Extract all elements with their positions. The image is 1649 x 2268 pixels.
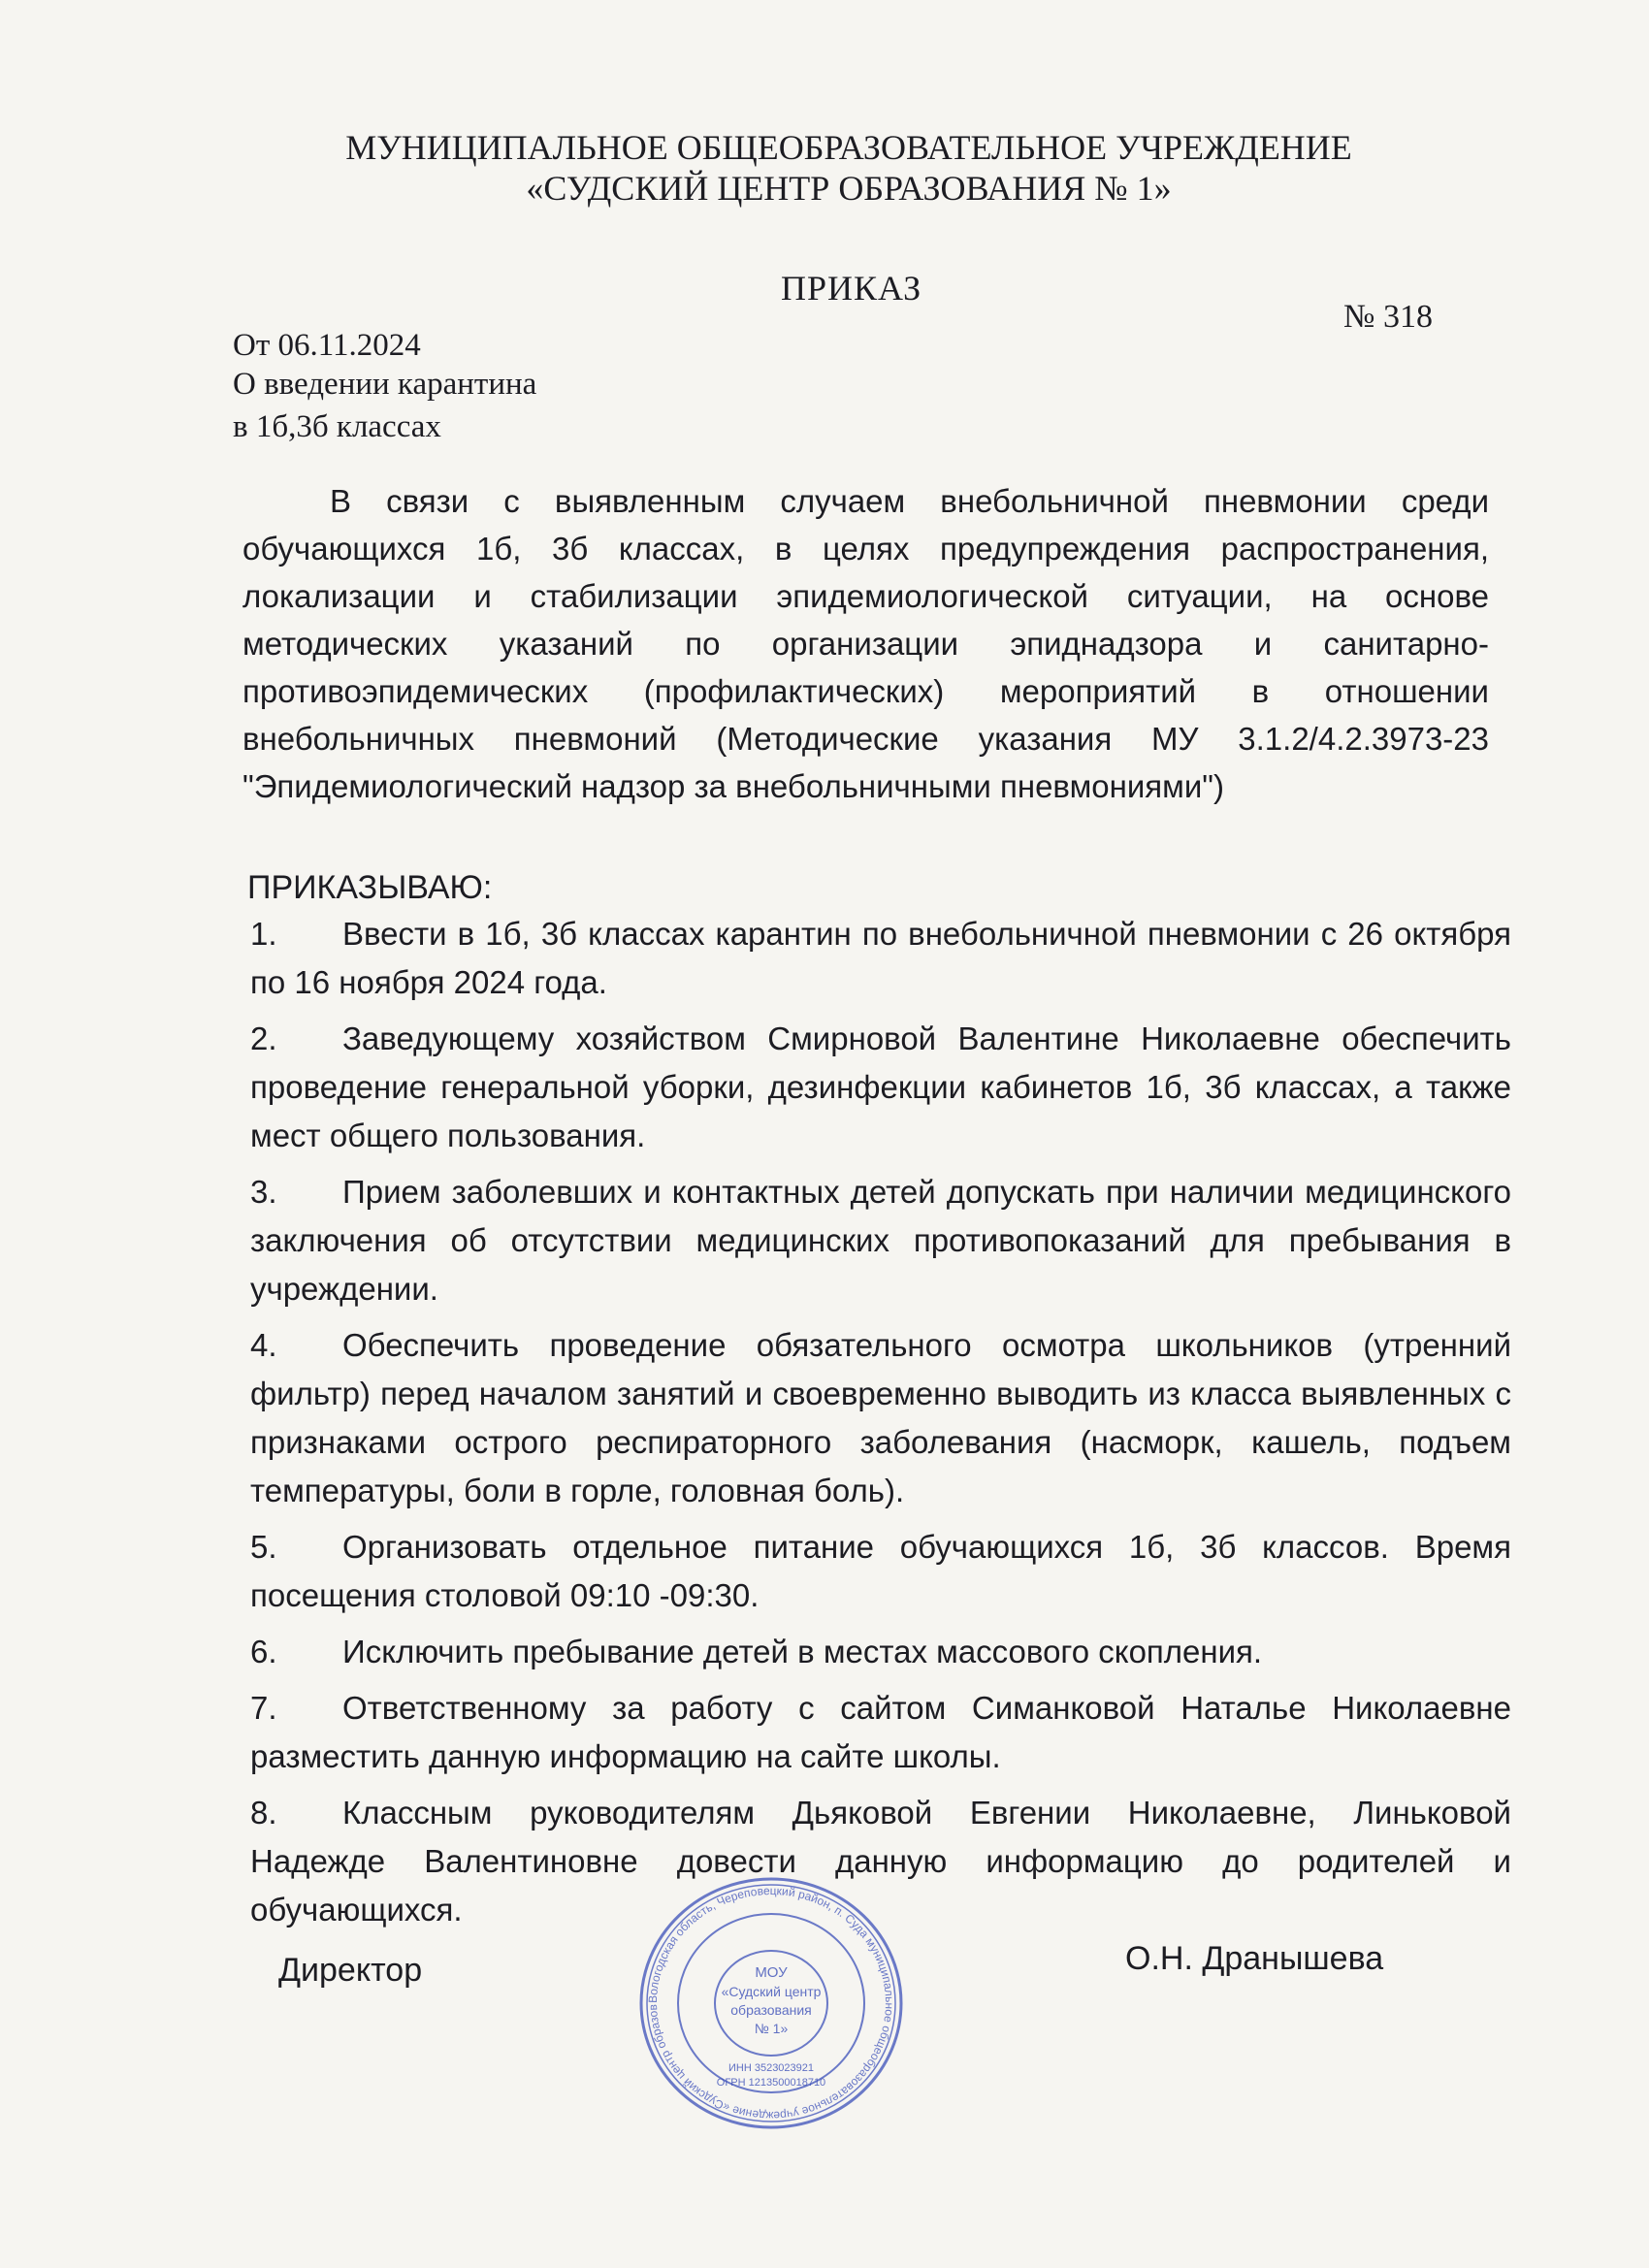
item-number: 2.	[250, 1021, 277, 1056]
stamp-center-line: МОУ	[755, 1964, 788, 1981]
item-text: Организовать отдельное питание обучающихся 1б, 3б классов. Время посещения столовой 09:10 -09:30.	[250, 1529, 1511, 1613]
item-text: Классным руководителям Дьяковой Евгении Николаевне, Линьковой Надежде Валентиновне довести данную информацию до родителей и обучающихся.	[250, 1795, 1511, 1928]
item-text: Заведующему хозяйством Смирновой Валентине Николаевне обеспечить проведение генеральной уборки, дезинфекции кабинетов 1б, 3б классах, а также мест общего пользования.	[250, 1021, 1511, 1153]
order-item	[250, 1684, 1511, 1781]
preamble-paragraph: В связи с выявленным случаем внебольничной пневмонии среди обучающихся 1б, 3б классах, в целях предупреждения распространения, локализации и стабилизации эпидемиологической ситуации, на основе методических указаний по организации эпиднадзора и санитарно-противоэпидемических (профилактических) мероприятий в отношении внебольничных пневмоний (Методические указания МУ 3.1.2/4.2.3973-23 "Эпидемиологический надзор за внебольничными пневмониями")	[242, 483, 1489, 804]
order-items-list	[250, 910, 1511, 1942]
item-number: 5.	[250, 1529, 277, 1565]
item-text: Прием заболевших и контактных детей допускать при наличии медицинского заключения об отсутствии медицинских противопоказаний для пребывания в учреждении.	[250, 1174, 1511, 1307]
stamp-center-line: № 1»	[754, 2021, 789, 2036]
stamp-graphic	[635, 1872, 907, 2134]
header-line-1: МУНИЦИПАЛЬНОЕ ОБЩЕОБРАЗОВАТЕЛЬНОЕ УЧРЕЖДЕНИЕ	[345, 128, 1352, 167]
order-item	[250, 1168, 1511, 1313]
stamp-center-line: образования	[730, 2002, 812, 2018]
document-subject-line-1: О введении карантина	[233, 367, 537, 402]
item-number: 8.	[250, 1795, 277, 1831]
item-number: 6.	[250, 1634, 277, 1669]
order-heading: ПРИКАЗЫВАЮ:	[247, 869, 493, 906]
document-date: От 06.11.2024	[233, 328, 421, 363]
item-text: Ввести в 1б, 3б классах карантин по внебольничной пневмонии с 26 октября по 16 ноября 2024 года.	[250, 916, 1511, 1000]
header-line-2: «СУДСКИЙ ЦЕНТР ОБРАЗОВАНИЯ № 1»	[526, 169, 1172, 208]
order-item	[250, 1628, 1511, 1676]
stamp-center-line: «Судский центр	[721, 1984, 822, 1999]
item-number: 4.	[250, 1327, 277, 1363]
stamp-outer-path: Вологодская область, Череповецкий район, п. Суда муниципальное общеобразовательное учреждение «Судский центр образов	[645, 1883, 897, 2123]
signatory-role: Директор	[278, 1952, 423, 1989]
item-number: 7.	[250, 1690, 277, 1726]
signatory-name: О.Н. Дранышева	[1125, 1940, 1384, 1977]
order-item	[250, 1015, 1511, 1160]
item-number: 3.	[250, 1174, 277, 1210]
item-text: Обеспечить проведение обязательного осмотра школьников (утренний фильтр) перед началом занятий и своевременно выводить из класса выявленных с признаками острого респираторного заболевания (насморк, кашель, подъем температуры, боли в горле, головная боль).	[250, 1327, 1511, 1508]
official-stamp	[635, 1872, 907, 2134]
order-item	[250, 910, 1511, 1007]
document-title: ПРИКАЗ	[781, 269, 922, 308]
stamp-inn: ИНН 3523023921	[728, 2062, 815, 2074]
document-subject-line-2: в 1б,3б классах	[233, 409, 441, 444]
order-item	[250, 1523, 1511, 1620]
stamp-ogrn: ОГРН 1213500018710	[716, 2077, 826, 2089]
item-number: 1.	[250, 916, 277, 952]
document-number: № 318	[1343, 299, 1433, 335]
item-text: Исключить пребывание детей в местах массового скопления.	[342, 1634, 1263, 1669]
order-item	[250, 1321, 1511, 1515]
item-text: Ответственному за работу с сайтом Симанковой Наталье Николаевне разместить данную информацию на сайте школы.	[250, 1690, 1511, 1774]
